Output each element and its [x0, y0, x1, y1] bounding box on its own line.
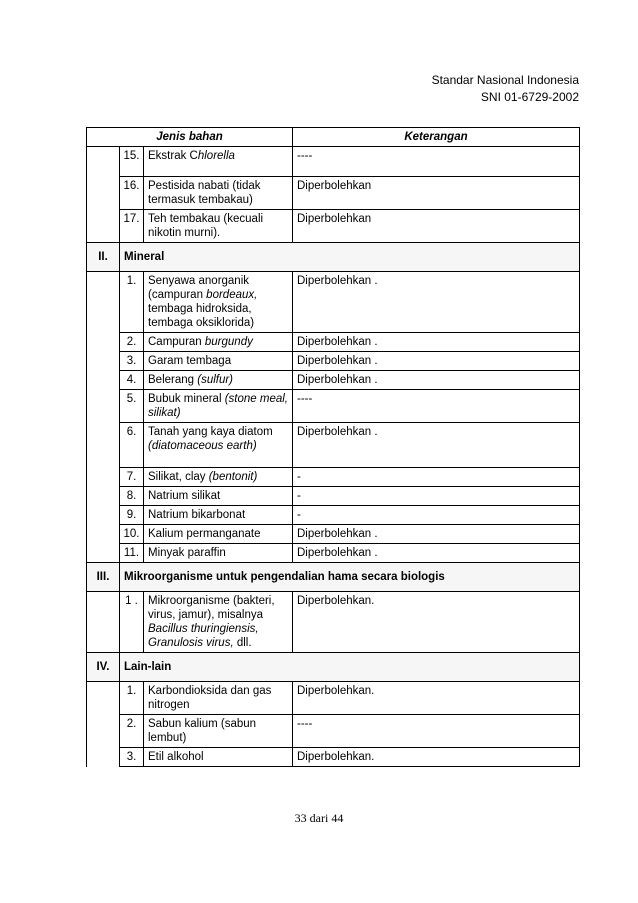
- item-name-text: Minyak paraffin: [148, 547, 226, 559]
- item-keterangan: Diperbolehkan .: [293, 272, 580, 333]
- item-name-text: Natrium bikarbonat: [148, 509, 246, 521]
- item-name-text: Kalium permanganate: [148, 528, 261, 540]
- row-indent-cell: [87, 468, 120, 487]
- item-name: [144, 371, 293, 390]
- row-indent-cell: [87, 333, 120, 352]
- row-indent-cell: [87, 352, 120, 371]
- table-row: [87, 525, 580, 544]
- row-indent-cell: [87, 423, 120, 468]
- item-name-text: Silikat, clay: [148, 471, 209, 483]
- item-name-text: Etil alkohol: [148, 751, 204, 763]
- item-name: [144, 423, 293, 468]
- table-row: [87, 715, 580, 748]
- item-number: 15.: [120, 147, 144, 177]
- item-name-text: Karbondioksida dan gas nitrogen: [148, 685, 272, 711]
- table-row: [87, 333, 580, 352]
- item-number: 10.: [120, 525, 144, 544]
- item-keterangan: Diperbolehkan.: [293, 748, 580, 767]
- item-name-italic: (bentonit): [208, 471, 258, 483]
- table-row: [87, 592, 580, 653]
- section-title: Mineral: [120, 243, 580, 272]
- item-keterangan: Diperbolehkan .: [293, 544, 580, 563]
- item-name: [144, 177, 293, 210]
- row-indent-cell: [87, 525, 120, 544]
- item-keterangan: Diperbolehkan .: [293, 333, 580, 352]
- section-number: IV.: [87, 653, 120, 682]
- item-name: [144, 682, 293, 715]
- item-keterangan: -: [293, 487, 580, 506]
- item-name-italic: bordeaux,: [206, 289, 258, 301]
- row-indent-cell: [87, 748, 120, 767]
- table-row: [87, 177, 580, 210]
- table-row: [87, 506, 580, 525]
- item-keterangan: Diperbolehkan .: [293, 371, 580, 390]
- item-number: 16.: [120, 177, 144, 210]
- section-heading-row: [87, 243, 580, 272]
- row-indent-cell: [87, 371, 120, 390]
- table-row: [87, 487, 580, 506]
- page-number: 33 dari 44: [294, 811, 344, 825]
- item-keterangan: Diperbolehkan: [293, 177, 580, 210]
- header-sni-number: SNI 01-6729-2002: [480, 90, 579, 104]
- item-name: [144, 748, 293, 767]
- column-header-jenis: Jenis bahan: [87, 128, 293, 147]
- table-row: [87, 544, 580, 563]
- table-header-row: [87, 128, 580, 147]
- section-title: Lain-lain: [120, 653, 580, 682]
- item-name-text: Natrium silikat: [148, 490, 221, 502]
- section-number: III.: [87, 563, 120, 592]
- item-keterangan: Diperbolehkan: [293, 210, 580, 243]
- item-keterangan: -: [293, 506, 580, 525]
- section-number: II.: [87, 243, 120, 272]
- item-name-text: Senyawa anorganik (campuran: [148, 275, 250, 301]
- row-indent-cell: [87, 544, 120, 563]
- section-heading-row: [87, 653, 580, 682]
- item-name: [144, 468, 293, 487]
- table-row: [87, 682, 580, 715]
- header-standard-name: Standar Nasional Indonesia: [431, 73, 579, 87]
- item-keterangan: Diperbolehkan.: [293, 592, 580, 653]
- table-row: [87, 210, 580, 243]
- item-name: [144, 525, 293, 544]
- row-indent-cell: [87, 506, 120, 525]
- section-heading-row: [87, 563, 580, 592]
- table-row: [87, 748, 580, 767]
- item-name-text: Pestisida nabati (tidak termasuk tembakau): [148, 180, 261, 206]
- row-indent-cell: [87, 210, 120, 243]
- row-indent-cell: [87, 487, 120, 506]
- item-name-italic: burgundy: [204, 336, 253, 348]
- item-name-text: Campuran: [148, 336, 205, 348]
- row-indent-cell: [87, 715, 120, 748]
- item-number: 2.: [120, 333, 144, 352]
- item-name: [144, 544, 293, 563]
- table-row: [87, 352, 580, 371]
- item-name: [144, 715, 293, 748]
- item-number: 6.: [120, 423, 144, 468]
- row-indent-cell: [87, 272, 120, 333]
- item-name-italic: Bacillus thuringiensis, Granulosis virus,: [148, 623, 259, 649]
- item-keterangan: ----: [293, 715, 580, 748]
- item-keterangan: ----: [293, 390, 580, 423]
- item-name-suffix: dll.: [233, 637, 252, 649]
- item-keterangan: Diperbolehkan .: [293, 525, 580, 544]
- table-row: [87, 147, 580, 177]
- item-number: 11.: [120, 544, 144, 563]
- item-keterangan: Diperbolehkan .: [293, 423, 580, 468]
- table-body: [87, 147, 580, 767]
- item-number: 2.: [120, 715, 144, 748]
- item-name-text: Tanah yang kaya diatom: [148, 426, 273, 438]
- item-number: 5.: [120, 390, 144, 423]
- item-name: [144, 272, 293, 333]
- item-number: 1.: [120, 682, 144, 715]
- item-name: [144, 352, 293, 371]
- item-name: [144, 487, 293, 506]
- table-row: [87, 390, 580, 423]
- item-name-text: Sabun kalium (sabun lembut): [148, 718, 257, 744]
- item-number: 9.: [120, 506, 144, 525]
- item-name-italic: (sulfur): [197, 374, 234, 386]
- item-name: [144, 506, 293, 525]
- item-name: [144, 147, 293, 177]
- row-indent-cell: [87, 147, 120, 177]
- row-indent-cell: [87, 682, 120, 715]
- item-number: 3.: [120, 352, 144, 371]
- table-row: [87, 272, 580, 333]
- item-name: [144, 390, 293, 423]
- item-keterangan: Diperbolehkan .: [293, 352, 580, 371]
- item-name-text: Garam tembaga: [148, 355, 232, 367]
- item-name: [144, 592, 293, 653]
- item-number: 3.: [120, 748, 144, 767]
- table-row: [87, 468, 580, 487]
- item-name-italic: (stone meal, silikat): [148, 393, 288, 419]
- item-name-text: Bubuk mineral: [148, 393, 225, 405]
- column-header-keterangan: Keterangan: [293, 128, 580, 147]
- table-row: [87, 423, 580, 468]
- item-number: 17.: [120, 210, 144, 243]
- item-number: 1.: [120, 272, 144, 333]
- item-number: 1 .: [120, 592, 144, 653]
- item-keterangan: -: [293, 468, 580, 487]
- row-indent-cell: [87, 177, 120, 210]
- materials-table: [86, 127, 580, 767]
- item-name-text: Ekstrak C: [148, 150, 198, 162]
- table-row: [87, 371, 580, 390]
- item-number: 7.: [120, 468, 144, 487]
- row-indent-cell: [87, 592, 120, 653]
- item-number: 8.: [120, 487, 144, 506]
- row-indent-cell: [87, 390, 120, 423]
- item-name: [144, 210, 293, 243]
- item-name-italic: (diatomaceous earth): [148, 440, 257, 452]
- item-keterangan: Diperbolehkan.: [293, 682, 580, 715]
- item-name-text: Belerang: [148, 374, 198, 386]
- item-keterangan: ----: [293, 147, 580, 177]
- item-name-italic: hlorella: [197, 150, 235, 162]
- item-number: 4.: [120, 371, 144, 390]
- item-name: [144, 333, 293, 352]
- item-name-text: Teh tembakau (kecuali nikotin murni).: [148, 213, 264, 239]
- item-name-text: Mikroorganisme (bakteri, virus, jamur), misalnya: [148, 595, 275, 621]
- section-title: Mikroorganisme untuk pengendalian hama secara biologis: [120, 563, 580, 592]
- item-name-suffix: tembaga hidroksida, tembaga oksiklorida): [148, 303, 255, 329]
